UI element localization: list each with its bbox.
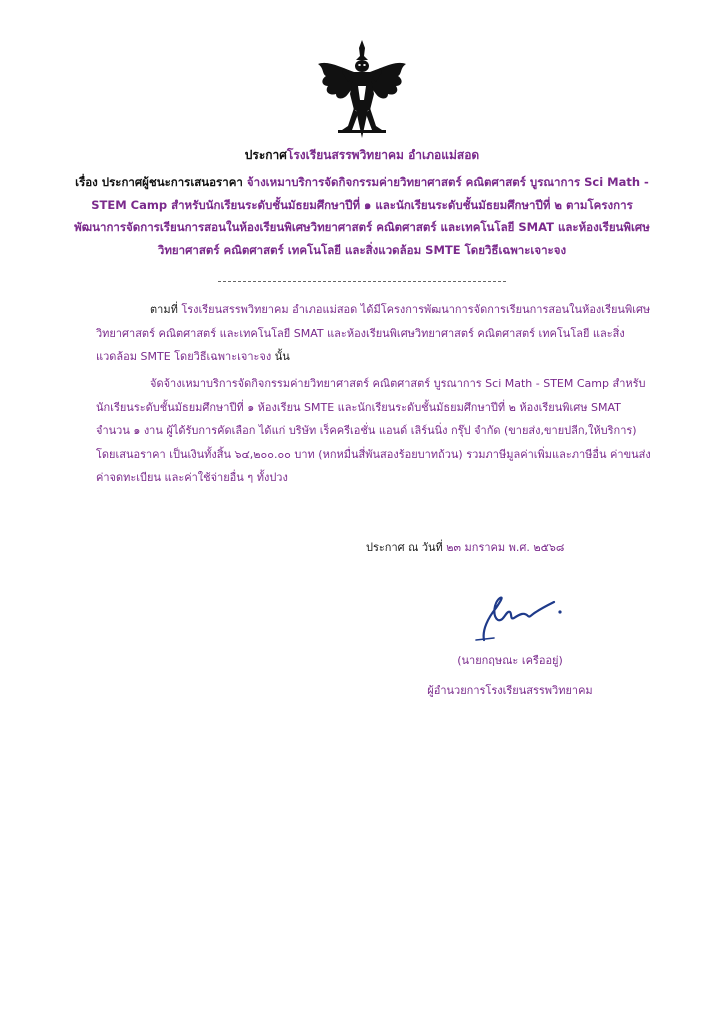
paragraph-tail: นั้น [274,350,290,363]
signer-name: (นายกฤษณะ เครืออยู่) [457,654,563,667]
announce-date-line [366,538,666,556]
paragraph-body: โรงเรียนสรรพวิทยาคม อำเภอแม่สอด ได้มีโครงการพัฒนาการจัดการเรียนการสอนในห้องเรียนพิเศษวิทยาศาสตร์ คณิตศาสตร์ และเทคโนโลยี SMAT และห้องเรียนพิเศษวิทยาศาสตร์ คณิตศาสตร์ เทคโนโลยี และสิ่งแวดล้อม SMTE โดยวิธีเฉพาะเจาะจง [96,303,651,363]
subject-lead: เรื่อง ประกาศผู้ชนะการเสนอราคา [75,175,243,189]
subject-text: จ้างเหมาบริการจัดกิจกรรมค่ายวิทยาศาสตร์ คณิตศาสตร์ บูรณาการ Sci Math - STEM Camp สำหรับนักเรียนระดับชั้นมัธยมศึกษาปีที่ ๑ และนักเรียนระดับชั้นมัธยมศึกษาปีที่ ๒ ตามโครงการพัฒนาการจัดการเรียนการสอนในห้องเรียนพิเศษวิทยาศาสตร์ คณิตศาสตร์ และเทคโนโลยี SMAT และห้องเรียนพิเศษวิทยาศาสตร์ คณิตศาสตร์ เทคโนโลยี และสิ่งแวดล้อม SMTE โดยวิธีเฉพาะเจาะจง [74,175,650,257]
title-prefix: ประกาศ [244,148,287,162]
announcement-title [0,146,724,165]
paragraph-award [96,372,656,490]
signer-position: ผู้อำนวยการโรงเรียนสรรพวิทยาคม [427,684,593,697]
handwritten-signature [470,590,566,642]
subject-block [66,171,658,261]
paragraph-award-text: จัดจ้างเหมาบริการจัดกิจกรรมค่ายวิทยาศาสตร์ คณิตศาสตร์ บูรณาการ Sci Math - STEM Camp สำหรับนักเรียนระดับชั้นมัธยมศึกษาปีที่ ๑ ห้องเรียน SMTE และนักเรียนระดับชั้นมัธยมศึกษาปีที่ ๒ ห้องเรียนพิเศษ SMAT จำนวน ๑ งาน ผู้ได้รับการคัดเลือก ได้แก่ บริษัท เร็คครีเอชั่น แอนด์ เลิร์นนิ่ง กรุ๊ป จำกัด (ขายส่ง,ขายปลีก,ให้บริการ) โดยเสนอราคา เป็นเงินทั้งสิ้น ๖๔,๒๐๐.๐๐ บาท (หกหมื่นสี่พันสองร้อยบาทถ้วน) รวมภาษีมูลค่าเพิ่มและภาษีอื่น ค่าขนส่ง ค่าจดทะเบียน และค่าใช้จ่ายอื่น ๆ ทั้งปวง [96,377,651,484]
paragraph-background [96,298,656,369]
garuda-emblem-icon [314,38,410,142]
announce-lead: ประกาศ ณ วันที่ [366,541,443,554]
title-organization: โรงเรียนสรรพวิทยาคม อำเภอแม่สอด [286,148,480,162]
announce-date: ๒๓ มกราคม พ.ศ. ๒๕๖๘ [446,541,565,554]
section-divider [218,281,506,282]
paragraph-lead: ตามที่ [150,303,178,316]
